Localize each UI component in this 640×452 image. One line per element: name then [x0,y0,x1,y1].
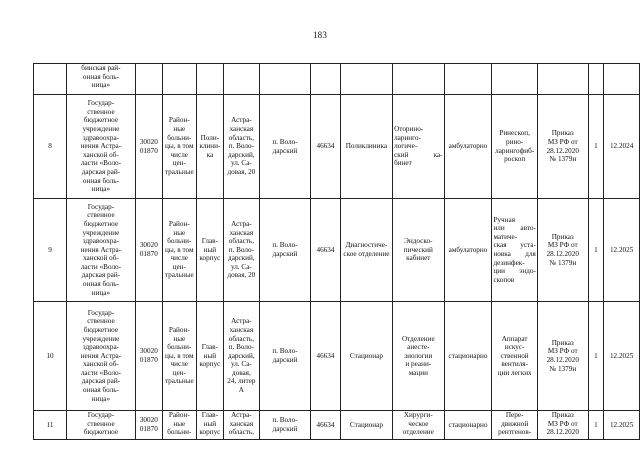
cell-equipment [492,64,537,95]
cell-oktmo: 46634 [311,95,341,199]
cell-condition: амбулаторно [444,95,492,199]
cell-code: 30020 01870 [135,95,162,199]
cell-room: Хирурги- ческое отделение [393,411,444,440]
cell-organization: Государ- ственное бюджетное учреждение здравоохра- нения Астра- ханской об- ласти «Воло- дарская рай- онная боль- ница» [67,302,136,411]
cell-date: 12.2025 [604,302,640,411]
cell-condition: стационарно [444,302,492,411]
cell-oktmo: 46634 [311,199,341,302]
cell-subdivision [196,64,223,95]
cell-quantity: 1 [588,95,604,199]
cell-room: Эндоско- пический кабинет [393,199,444,302]
cell-category [162,64,196,95]
cell-number [34,64,67,95]
cell-quantity: 1 [588,302,604,411]
cell-order [537,64,588,95]
cell-address: Астра- ханская область, п. Воло- дарский, ул. Са- довая, 20 [223,95,259,199]
cell-condition [444,64,492,95]
cell-unit: Стационар [340,302,392,411]
cell-order: Приказ МЗ РФ от 28.12.2020 № 1379н [537,95,588,199]
cell-unit: Диагностиче- ское отделение [340,199,392,302]
cell-order: Приказ МЗ РФ от 28.12.2020 № 1379н [537,302,588,411]
cell-address: Астра- ханская область, п. Воло- дарский, ул. Са- довая, 24, литер А [223,302,259,411]
cell-code: 30020 01870 [135,302,162,411]
cell-date: 12.2024 [604,95,640,199]
cell-date [604,64,640,95]
cell-settlement: п. Воло- дарский [259,199,310,302]
cell-category: Район- ные больни- цы, в том числе цен- тральные [162,95,196,199]
cell-number: 9 [34,199,67,302]
cell-subdivision: Глав- ный корпус [196,411,223,440]
cell-organization: Государ- ственное бюджетное учреждение здравоохра- нения Астра- ханской об- ласти «Воло- дарская рай- онная боль- ница» [67,95,136,199]
cell-number: 11 [34,411,67,440]
cell-equipment: Пере- движной рентгенов- [492,411,537,440]
equipment-register-table [33,63,640,440]
table-row [34,411,640,440]
cell-category: Район- ные больни- цы, в том числе цен- тральные [162,302,196,411]
cell-subdivision: Глав- ный корпус [196,302,223,411]
cell-oktmo: 46634 [311,302,341,411]
cell-organization: Государ- ственное бюджетное [67,411,136,440]
cell-quantity: 1 [588,199,604,302]
cell-number: 8 [34,95,67,199]
cell-organization: бинская рай- онная боль- ница» [67,64,136,95]
cell-settlement: п. Воло- дарский [259,302,310,411]
cell-code: 30020 01870 [135,199,162,302]
cell-settlement: п. Воло- дарский [259,411,310,440]
cell-room: Оторино- ларинго- логиче- ский ка- бинет [393,95,444,199]
cell-room: Отделение анесте- зиологии и реани- мации [393,302,444,411]
cell-equipment: Ручная или авто- матиче- ская уста- новка для дезинфек- ции эндо- скопов [492,199,537,302]
cell-oktmo: 46634 [311,411,341,440]
cell-settlement [259,64,310,95]
cell-condition: амбулаторно [444,199,492,302]
cell-equipment: Аппарат искус- ственной вентиля- ции легких [492,302,537,411]
cell-address: Астра- ханская область, [223,411,259,440]
cell-category: Район- ные больни- цы, в том числе цен- тральные [162,199,196,302]
table-row [34,302,640,411]
table-row [34,95,640,199]
table-row [34,199,640,302]
cell-unit [340,64,392,95]
cell-room [393,64,444,95]
page-number: 183 [312,30,328,40]
cell-equipment: Ринескоп, рино- ларингофиб- роскоп [492,95,537,199]
cell-condition: стационарно [444,411,492,440]
cell-order: Приказ МЗ РФ от 28.12.2020 [537,411,588,440]
cell-settlement: п. Воло- дарский [259,95,310,199]
table-row-continuation [34,64,640,95]
cell-quantity: 1 [588,411,604,440]
cell-code [135,64,162,95]
cell-category: Район- ные больни- [162,411,196,440]
cell-organization: Государ- ственное бюджетное учреждение здравоохра- нения Астра- ханской об- ласти «Воло- дарская рай- онная боль- ница» [67,199,136,302]
cell-date: 12.2025 [604,411,640,440]
cell-unit: Поликлиника [340,95,392,199]
cell-subdivision: Поли- клини- ка [196,95,223,199]
cell-order: Приказ МЗ РФ от 28.12.2020 № 1379н [537,199,588,302]
cell-address: Астра- ханская область, п. Воло- дарский, ул. Са- довая, 20 [223,199,259,302]
cell-unit: Стационар [340,411,392,440]
cell-number: 10 [34,302,67,411]
cell-code: 30020 01870 [135,411,162,440]
cell-subdivision: Глав- ный корпус [196,199,223,302]
cell-oktmo [311,64,341,95]
cell-quantity [588,64,604,95]
cell-address [223,64,259,95]
cell-date: 12.2025 [604,199,640,302]
